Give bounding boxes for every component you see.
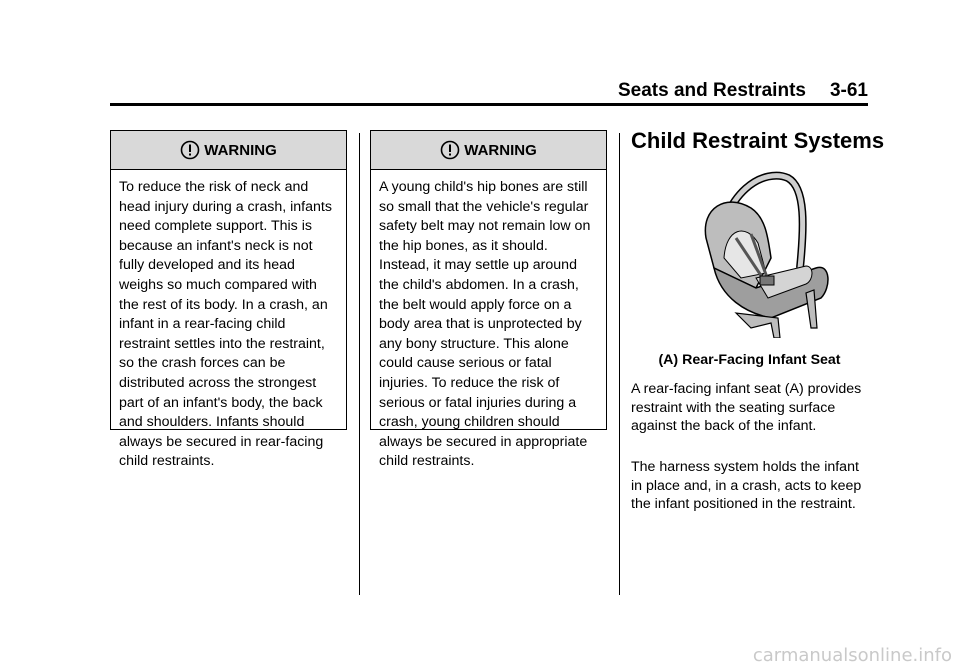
section-name: Seats and Restraints <box>618 80 806 101</box>
column-divider <box>359 133 360 595</box>
infant-seat-illustration <box>696 168 836 338</box>
body-paragraph: A rear-facing infant seat (A) provides restraint with the seating surface against the back of the infant. <box>631 381 862 435</box>
body-paragraph: The harness system holds the infant in place and, in a crash, acts to keep the infant positioned in the restraint. <box>631 459 862 513</box>
warning-text: To reduce the risk of neck and head injury during a crash, infants need complete support. This is because an infant's neck is not fully developed and its head weighs so much compared with the rest of its body. In a crash, an infant in a rear-facing child restraint settles into the restraint, so the crash forces can be distributed across the strongest part of an infant's body, the back and shoulders. Infants should always be secured in rear-facing child restraints. <box>119 179 332 470</box>
warning-header <box>111 131 346 170</box>
warning-text: A young child's hip bones are still so small that the vehicle's regular safety belt may not remain low on the hip bones, as it should. Instead, it may settle up around the child's abdomen. In a crash, the belt would apply force on a body area that is unprotected by any bony structure. This alone could cause serious or fatal injuries. To reduce the risk of serious or fatal injuries during a crash, young children should always be secured in appropriate child restraints. <box>379 179 591 470</box>
watermark: carmanualsonline.info <box>752 645 952 666</box>
warning-icon <box>180 140 200 160</box>
header-rule <box>110 103 868 106</box>
warning-icon <box>440 140 460 160</box>
figure-caption: (A) Rear-Facing Infant Seat <box>658 352 841 368</box>
column-divider <box>619 133 620 595</box>
warning-title: WARNING <box>464 141 537 159</box>
warning-title: WARNING <box>204 141 277 159</box>
page-number: 3-61 <box>829 80 868 101</box>
warning-header <box>371 131 606 170</box>
page-header <box>110 80 868 102</box>
warning-box <box>370 130 607 470</box>
section-title: Child Restraint Systems <box>631 128 885 153</box>
warning-box <box>110 130 347 470</box>
